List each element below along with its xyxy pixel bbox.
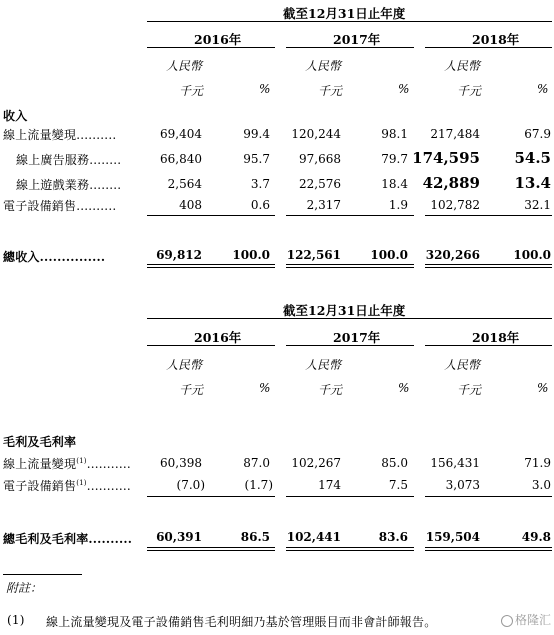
value-2018: 42,889 (422, 174, 480, 192)
value-2016: 2,564 (167, 177, 202, 191)
pct-2016: 0.6 (250, 198, 270, 212)
pct-2018: 67.9 (524, 127, 551, 141)
pct-2017: 98.1 (381, 127, 408, 141)
row-label: 電子設備銷售$^{(1)}$........... (3, 479, 131, 493)
total-value-2016: 69,812 (156, 248, 202, 262)
pct-2018: 32.1 (524, 198, 551, 212)
value-2016: 69,404 (160, 127, 202, 141)
row-label: 線上流量變現.......... (3, 128, 117, 142)
header-rule (147, 318, 552, 319)
year-rule-2017 (286, 47, 414, 48)
value-2017: 97,668 (299, 152, 341, 166)
pct-2016: 95.7 (243, 152, 270, 166)
total-double-rule (286, 547, 414, 551)
value-2017: 120,244 (291, 127, 341, 141)
total-value-2018: 159,504 (425, 530, 480, 544)
section-title-gross-profit: 毛利及毛利率 (3, 435, 77, 449)
notes-rule (3, 574, 82, 575)
value-2018: 102,782 (430, 198, 480, 212)
pct-2017: 7.5 (388, 478, 408, 492)
total-double-rule (147, 264, 275, 268)
year-rule-2016 (147, 47, 275, 48)
pct-2016: 99.4 (243, 127, 270, 141)
year-rule-2016 (147, 345, 275, 346)
year-2016-header: 2016年 (194, 330, 242, 345)
row-label: 電子設備銷售.......... (3, 199, 117, 213)
pct-2017: 85.0 (381, 456, 408, 470)
total-pct-2018: 49.8 (521, 530, 551, 544)
subtotal-rule (425, 215, 552, 216)
footnote-marker: (1) (76, 457, 87, 465)
year-rule-2017 (286, 345, 414, 346)
pct-2016: 87.0 (243, 456, 270, 470)
value-2018: 217,484 (430, 127, 480, 141)
unit-rmb-2017: 人民幣 (305, 358, 342, 372)
subtotal-rule (286, 496, 414, 497)
total-double-rule (286, 264, 414, 268)
total-pct-2017: 100.0 (370, 248, 408, 262)
unit-thousand-2016: 千元 (179, 383, 204, 397)
value-2016: (7.0) (176, 478, 205, 492)
section-title-revenue: 收入 (3, 109, 28, 123)
unit-thousand-2017: 千元 (318, 383, 343, 397)
total-double-rule (425, 264, 552, 268)
pct-2018: 54.5 (514, 149, 551, 167)
value-2018: 3,073 (445, 478, 480, 492)
value-2018: 156,431 (430, 456, 480, 470)
total-value-2017: 102,441 (286, 530, 341, 544)
period-header: 截至12月31日止年度 (283, 6, 406, 21)
total-double-rule (425, 547, 552, 551)
pct-2018: 71.9 (524, 456, 551, 470)
value-2017: 2,317 (306, 198, 341, 212)
unit-thousand-2018: 千元 (457, 84, 482, 98)
total-double-rule (147, 547, 275, 551)
unit-pct-2017: % (398, 82, 410, 96)
unit-pct-2017: % (398, 381, 410, 395)
watermark: 格隆汇 (501, 611, 551, 628)
value-2017: 102,267 (291, 456, 341, 470)
pct-2017: 79.7 (381, 152, 408, 166)
value-2017: 174 (318, 478, 341, 492)
unit-rmb-2017: 人民幣 (305, 59, 342, 73)
subtotal-rule (425, 496, 552, 497)
value-2018: 174,595 (412, 149, 480, 167)
row-label: 線上廣告服務........ (16, 153, 122, 167)
note-marker: (1) (7, 613, 25, 627)
unit-thousand-2017: 千元 (318, 84, 343, 98)
total-value-2018: 320,266 (425, 248, 480, 262)
year-2018-header: 2018年 (472, 330, 520, 345)
unit-thousand-2016: 千元 (179, 84, 204, 98)
pct-2016: (1.7) (244, 478, 273, 492)
value-2016: 66,840 (160, 152, 202, 166)
unit-pct-2016: % (259, 381, 271, 395)
year-2018-header: 2018年 (472, 32, 520, 47)
header-rule (147, 21, 552, 22)
subtotal-rule (286, 215, 414, 216)
period-header: 截至12月31日止年度 (283, 303, 406, 318)
year-2017-header: 2017年 (333, 330, 381, 345)
year-2017-header: 2017年 (333, 32, 381, 47)
total-pct-2018: 100.0 (513, 248, 551, 262)
value-2016: 408 (179, 198, 202, 212)
row-label: 線上流量變現$^{(1)}$........... (3, 457, 131, 471)
pct-2016: 3.7 (250, 177, 270, 191)
pct-2017: 18.4 (381, 177, 408, 191)
pct-2018: 3.0 (531, 478, 551, 492)
unit-thousand-2018: 千元 (457, 383, 482, 397)
total-value-2017: 122,561 (286, 248, 341, 262)
unit-rmb-2018: 人民幣 (444, 59, 481, 73)
year-rule-2018 (425, 345, 552, 346)
value-2017: 22,576 (299, 177, 341, 191)
unit-pct-2016: % (259, 82, 271, 96)
subtotal-rule (147, 215, 275, 216)
unit-rmb-2016: 人民幣 (166, 358, 203, 372)
subtotal-rule (147, 496, 275, 497)
unit-pct-2018: % (537, 82, 549, 96)
row-label: 線上遊戲業務........ (16, 178, 122, 192)
unit-rmb-2018: 人民幣 (444, 358, 481, 372)
total-pct-2016: 100.0 (232, 248, 270, 262)
footnote-marker: (1) (76, 479, 87, 487)
unit-pct-2018: % (537, 381, 549, 395)
notes-title: 附註： (6, 581, 43, 595)
year-rule-2018 (425, 47, 552, 48)
value-2016: 60,398 (160, 456, 202, 470)
total-pct-2016: 86.5 (240, 530, 270, 544)
year-2016-header: 2016年 (194, 32, 242, 47)
total-pct-2017: 83.6 (378, 530, 408, 544)
watermark-logo-icon (501, 615, 513, 627)
pct-2018: 13.4 (514, 174, 551, 192)
unit-rmb-2016: 人民幣 (166, 59, 203, 73)
pct-2017: 1.9 (388, 198, 408, 212)
note-text: 線上流量變現及電子設備銷售毛利明細乃基於管理賬目而非會計師報告。 (46, 615, 437, 629)
total-value-2016: 60,391 (156, 530, 202, 544)
total-row-label: 總毛利及毛利率.......... (3, 532, 133, 546)
total-row-label: 總收入............... (3, 250, 106, 264)
